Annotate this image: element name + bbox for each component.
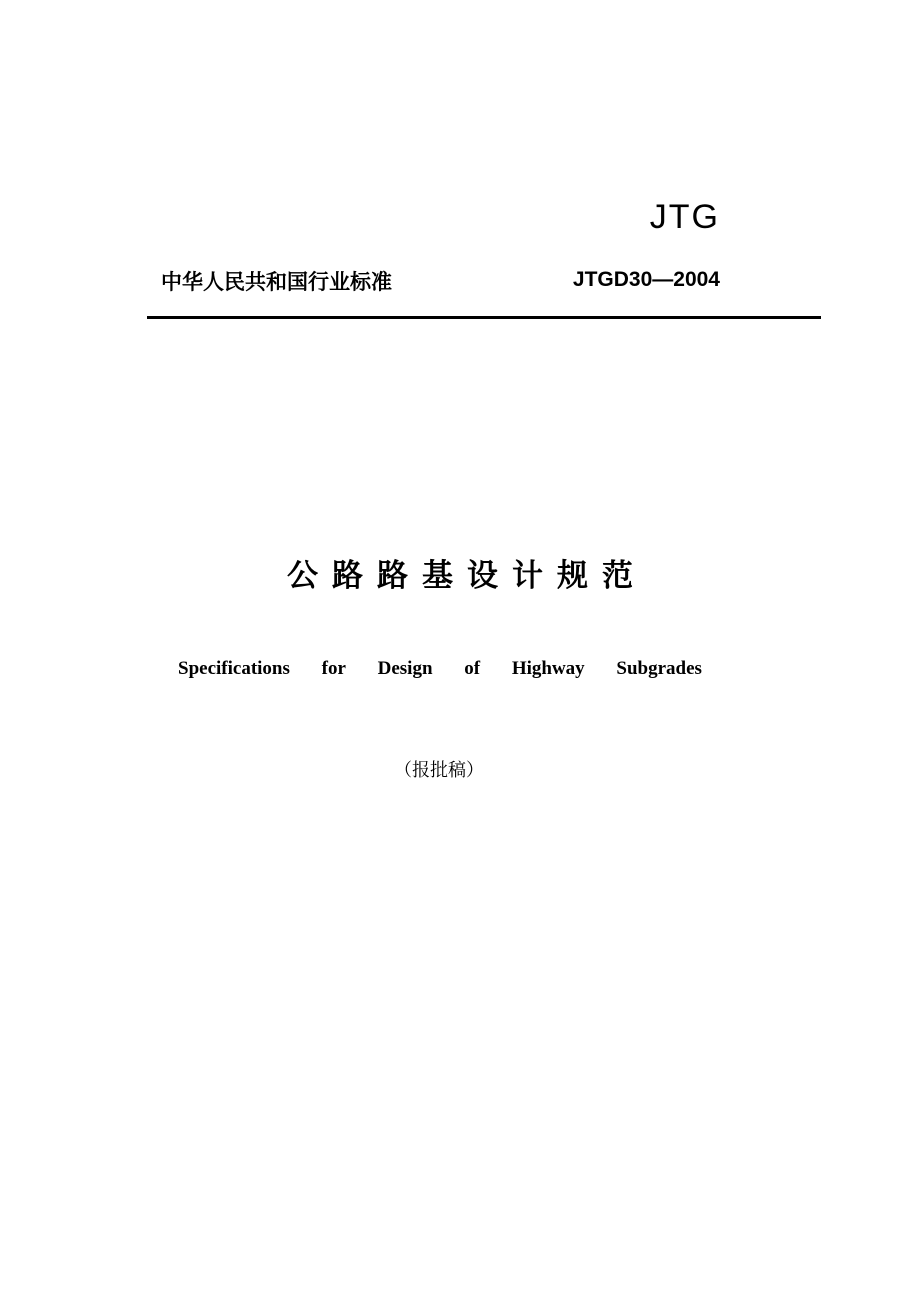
title-char: 公: [287, 558, 318, 594]
title-chinese: [0, 550, 920, 595]
title-word: of: [464, 658, 481, 679]
draft-note: （报批稿）: [394, 760, 484, 781]
title-word: Subgrades: [616, 658, 702, 679]
title-word: Design: [377, 658, 433, 679]
header-row: [161, 266, 720, 300]
issuer-label: 中华人民共和国行业标准: [161, 270, 392, 294]
title-char: 计: [512, 558, 543, 594]
title-char: 基: [422, 558, 453, 594]
title-char: 路: [377, 558, 408, 594]
title-char: 设: [467, 558, 498, 594]
header-divider: [147, 316, 821, 319]
standard-code: JTG: [649, 198, 720, 236]
title-word: for: [321, 658, 346, 679]
title-word: Highway: [511, 658, 585, 679]
document-number: JTGD30—2004: [572, 268, 720, 291]
title-char: 范: [602, 558, 633, 594]
title-char: 规: [557, 558, 588, 594]
title-char: 路: [332, 558, 363, 594]
title-english: [178, 658, 702, 680]
title-word: Specifications: [178, 658, 290, 679]
